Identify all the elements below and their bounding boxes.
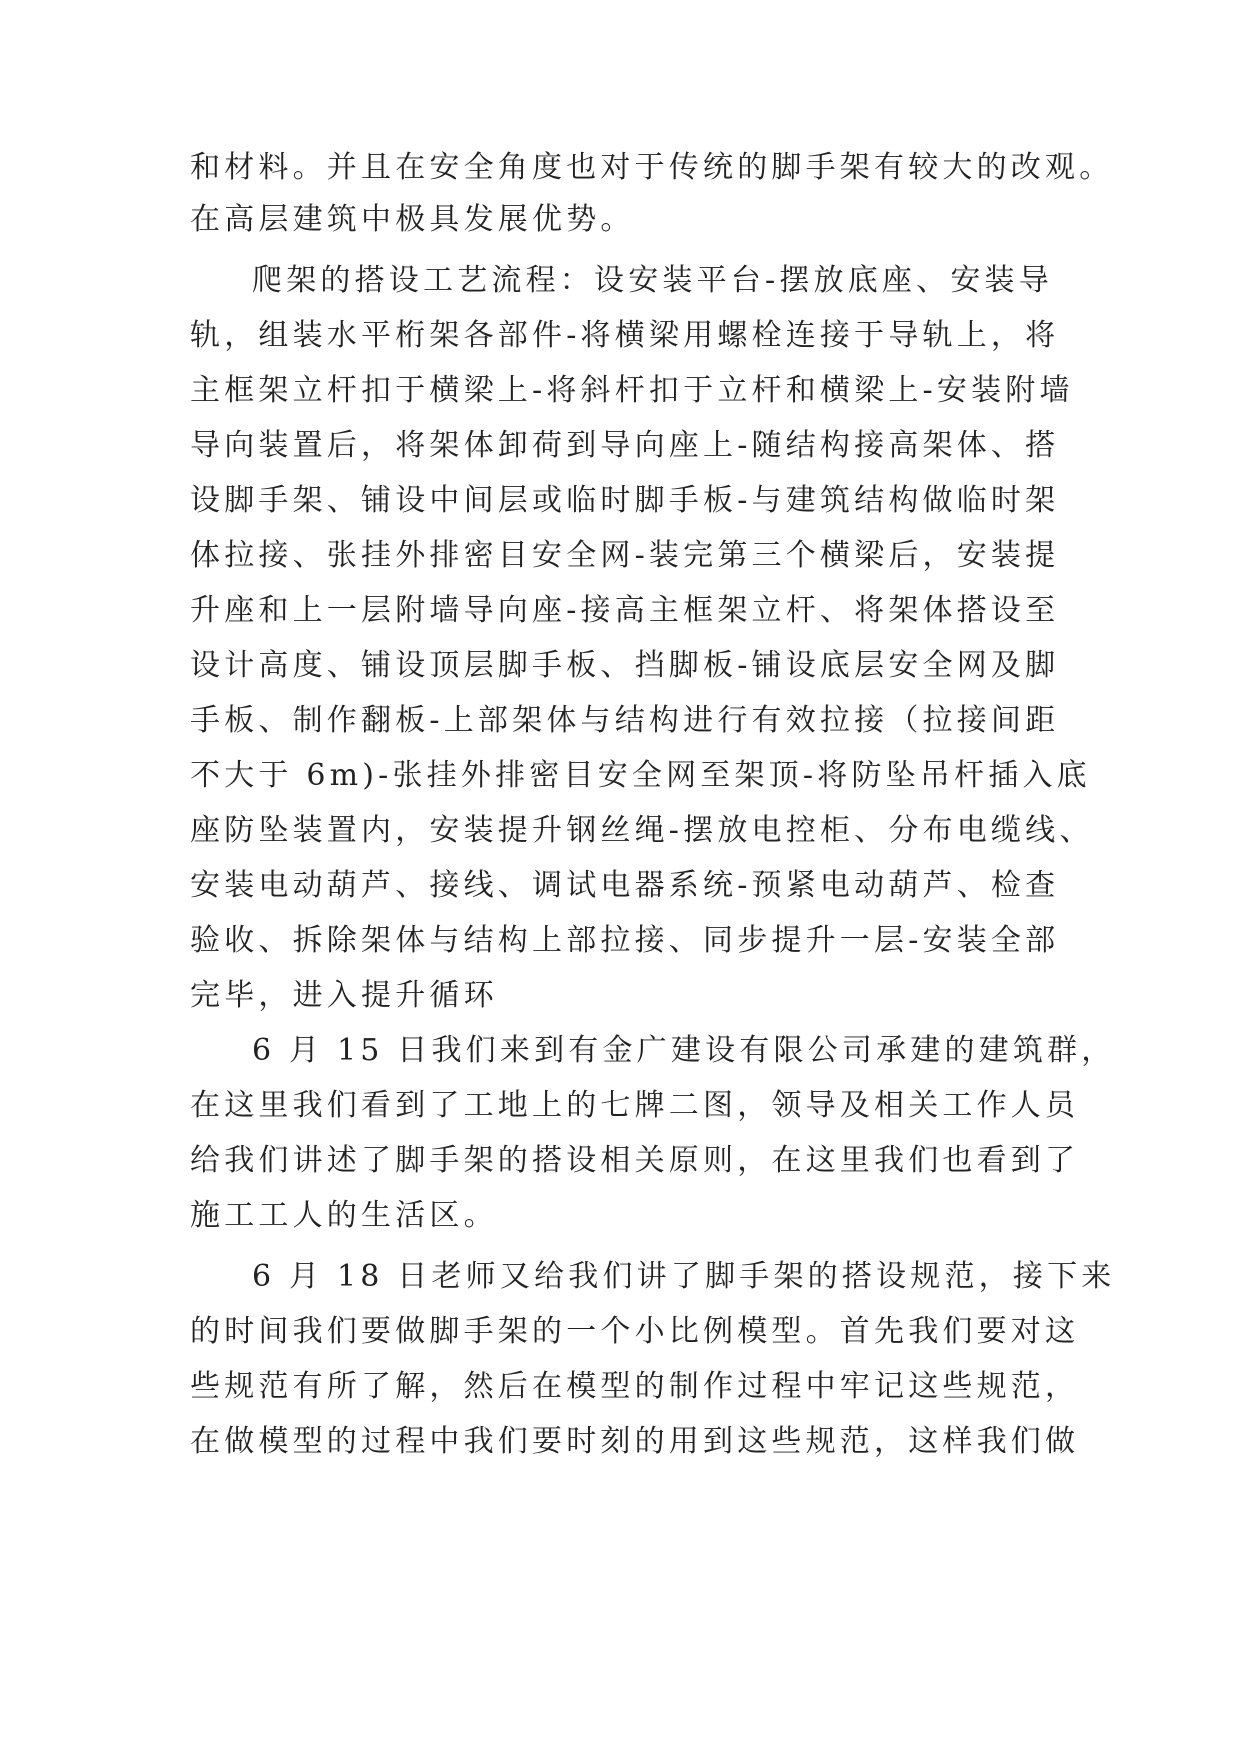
text-line: 完毕，进入提升循环	[190, 978, 498, 1013]
text-line: 给我们讲述了脚手架的搭设相关原则，在这里我们也看到了	[190, 1143, 1080, 1178]
text-line: 在做模型的过程中我们要时刻的用到这些规范，这样我们做	[190, 1424, 1080, 1459]
text-line: 轨，组装水平桁架各部件-将横梁用螺栓连接于导轨上，将	[190, 318, 1060, 353]
text-line: 导向装置后，将架体卸荷到导向座上-随结构接高架体、搭	[190, 428, 1060, 463]
text-line: 主框架立杆扣于横梁上-将斜杆扣于立杆和横梁上-安装附墙	[190, 373, 1074, 408]
text-line: 施工工人的生活区。	[190, 1198, 498, 1233]
text-line: 的时间我们要做脚手架的一个小比例模型。首先我们要对这	[190, 1314, 1080, 1349]
text-line: 设脚手架、铺设中间层或临时脚手板-与建筑结构做临时架	[190, 483, 1060, 518]
text-line: 手板、制作翻板-上部架体与结构进行有效拉接（拉接间距	[190, 703, 1060, 738]
text-line: 升座和上一层附墙导向座-接高主框架立杆、将架体搭设至	[190, 593, 1060, 628]
text-line: 些规范有所了解，然后在模型的制作过程中牢记这些规范，	[190, 1369, 1080, 1404]
text-line: 不大于 6m)-张挂外排密目安全网至架顶-将防坠吊杆插入底	[190, 758, 1091, 793]
text-line: 验收、拆除架体与结构上部拉接、同步提升一层-安装全部	[190, 923, 1060, 958]
text-line: 设计高度、铺设顶层脚手板、挡脚板-铺设底层安全网及脚	[190, 648, 1060, 683]
text-line: 安装电动葫芦、接线、调试电器系统-预紧电动葫芦、检查	[190, 868, 1060, 903]
text-line: 座防坠装置内，安装提升钢丝绳-摆放电控柜、分布电缆线、	[190, 813, 1094, 848]
text-line: 在这里我们看到了工地上的七牌二图，领导及相关工作人员	[190, 1088, 1080, 1123]
paragraph-first-line: 爬架的搭设工艺流程：设安装平台-摆放底座、安装导	[252, 263, 1053, 298]
paragraph-first-line: 6 月 18 日老师又给我们讲了脚手架的搭设规范，接下来	[252, 1259, 1116, 1294]
text-line: 在高层建筑中极具发展优势。	[190, 202, 635, 237]
text-line: 和材料。并且在安全角度也对于传统的脚手架有较大的改观。	[190, 150, 1114, 185]
text-line: 体拉接、张挂外排密目安全网-装完第三个横梁后，安装提	[190, 538, 1060, 573]
paragraph-first-line: 6 月 15 日我们来到有金广建设有限公司承建的建筑群，	[252, 1033, 1116, 1068]
